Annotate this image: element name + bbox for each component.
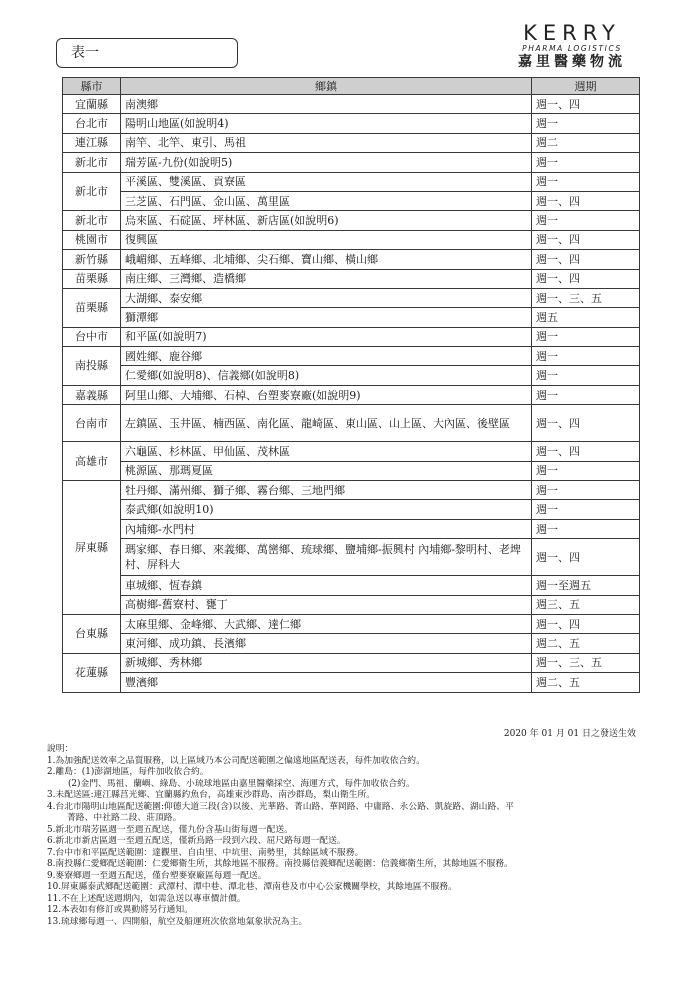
- schedule-cell: 週一至週五: [532, 576, 640, 595]
- note-item: 3.未配送區:連江縣莒光鄉、宜蘭縣釣魚台，高雄東沙群島、南沙群島，梨山衛生所。: [47, 790, 376, 800]
- schedule-cell: 週一: [532, 366, 640, 385]
- schedule-cell: 週五: [532, 308, 640, 327]
- county-cell: 宜蘭縣: [63, 95, 121, 114]
- note-item: 12.本表如有修訂或異動將另行通知。: [47, 905, 193, 915]
- table-row: [63, 481, 640, 500]
- town-cell: 和平區(如說明7): [121, 327, 532, 346]
- town-cell: 復興區: [121, 230, 532, 249]
- note-item: (2)金門、馬祖、蘭嶼、綠島、小琉球地區由嘉里醫藥採空、海運方式，每件加收依合約。: [68, 778, 415, 789]
- county-cell: 新北市: [63, 211, 121, 230]
- schedule-cell: 週一: [532, 500, 640, 519]
- table-row: [63, 500, 640, 519]
- schedule-cell: 週一、四: [532, 230, 640, 249]
- schedule-cell: 週一: [532, 211, 640, 230]
- town-cell: 桃源區、那瑪夏區: [121, 461, 532, 480]
- table-row: [63, 172, 640, 191]
- schedule-cell: 週一: [532, 347, 640, 366]
- schedule-cell: 週一: [532, 153, 640, 172]
- schedule-cell: 週一、四: [532, 250, 640, 269]
- table-row: [63, 519, 640, 538]
- town-cell: 瑪家鄉、春日鄉、來義鄉、萬巒鄉、琉球鄉、鹽埔鄉-振興村 內埔鄉-黎明村、老埤村、屏科大: [121, 539, 532, 576]
- county-cell: 苗栗縣: [63, 269, 121, 288]
- note-item: 8.南投縣仁愛鄉配送範圍：仁愛鄉衛生所，其餘地區不服務。南投縣信義鄉配送範圍：信義鄉衛生所，其餘地區不服務。: [47, 859, 513, 869]
- logo-chinese-text: 嘉里醫藥物流: [518, 54, 626, 70]
- note-item: 9.麥寮鄉週一至週五配送，僅台塑麥寮廠區每週一配送。: [47, 870, 267, 881]
- note-item: 4.台北市陽明山地區配送範圍:仰德大道三段(含)以後、光華路、菁山路、華岡路、中庸路、永公路、凱旋路、湖山路、平: [47, 801, 514, 812]
- logo-main-text: KERRY: [523, 21, 621, 45]
- town-cell: 六龜區、杉林區、甲仙區、茂林區: [121, 442, 532, 461]
- note-item: 13.琉球鄉每週一、四開船，航空及船運班次依當地氣象狀況為主。: [47, 916, 308, 927]
- table-row: [63, 576, 640, 595]
- schedule-cell: 週一、四: [532, 539, 640, 576]
- county-cell: 台東縣: [63, 614, 121, 653]
- town-cell: 南澳鄉: [121, 95, 532, 114]
- town-cell: 烏來區、石碇區、坪林區、新店區(如說明6): [121, 211, 532, 230]
- table-title: 表一: [71, 45, 99, 61]
- county-cell: 連江縣: [63, 133, 121, 152]
- county-cell: 新北市: [63, 172, 121, 211]
- county-cell: 桃園市: [63, 230, 121, 249]
- table-row: [63, 385, 640, 404]
- schedule-cell: 週一: [532, 519, 640, 538]
- town-cell: 三芝區、石門區、金山區、萬里區: [121, 191, 532, 210]
- county-cell: 苗栗縣: [63, 288, 121, 327]
- table-row: [63, 405, 640, 442]
- county-cell: 高雄市: [63, 442, 121, 481]
- town-cell: 新城鄉、秀林鄉: [121, 653, 532, 672]
- header-county: 縣市: [63, 78, 121, 95]
- note-item: 菁路、中社路二段、莊頂路。: [67, 813, 182, 823]
- county-cell: 台南市: [63, 405, 121, 442]
- county-cell: 南投縣: [63, 347, 121, 386]
- schedule-cell: 週一、三、五: [532, 653, 640, 672]
- table-title-box: [56, 38, 238, 68]
- delivery-schedule-table: [62, 77, 640, 693]
- town-cell: 左鎮區、玉井區、楠西區、南化區、龍崎區、東山區、山上區、大內區、後壁區: [121, 405, 532, 442]
- town-cell: 牡丹鄉、滿州鄉、獅子鄉、霧台鄉、三地門鄉: [121, 481, 532, 500]
- town-cell: 豐濱鄉: [121, 673, 532, 692]
- table-row: [63, 653, 640, 672]
- county-cell: 花蓮縣: [63, 653, 121, 692]
- schedule-cell: 週二、五: [532, 634, 640, 653]
- table-row: [63, 461, 640, 480]
- note-item: 1.為加強配送效率之品質服務，以上區域乃本公司配送範圍之偏遠地區配送表，每件加收依合約。: [47, 755, 425, 766]
- town-cell: 國姓鄉、鹿谷鄉: [121, 347, 532, 366]
- schedule-cell: 週一、四: [532, 269, 640, 288]
- town-cell: 仁愛鄉(如說明8)、信義鄉(如說明8): [121, 366, 532, 385]
- schedule-cell: 週一: [532, 385, 640, 404]
- kerry-logo: [505, 22, 639, 71]
- notes-list: [47, 756, 667, 929]
- town-cell: 阿里山鄉、大埔鄉、石棹、台塑麥寮廠(如說明9): [121, 385, 532, 404]
- table-row: [63, 347, 640, 366]
- table-row: [63, 133, 640, 152]
- table-row: [63, 595, 640, 614]
- county-cell: 台北市: [63, 114, 121, 133]
- table-row: [63, 366, 640, 385]
- county-cell: 新竹縣: [63, 250, 121, 269]
- header-town: 鄉鎮: [121, 78, 532, 95]
- town-cell: 瑞芳區-九份(如說明5): [121, 153, 532, 172]
- table-row: [63, 539, 640, 576]
- schedule-cell: 週一、四: [532, 614, 640, 633]
- town-cell: 太麻里鄉、金峰鄉、大武鄉、達仁鄉: [121, 614, 532, 633]
- town-cell: 內埔鄉-水門村: [121, 519, 532, 538]
- schedule-cell: 週一、四: [532, 95, 640, 114]
- table-row: [63, 288, 640, 307]
- town-cell: 南竿、北竿、東引、馬祖: [121, 133, 532, 152]
- schedule-cell: 週一: [532, 327, 640, 346]
- town-cell: 獅潭鄉: [121, 308, 532, 327]
- town-cell: 峨嵋鄉、五峰鄉、北埔鄉、尖石鄉、寶山鄉、橫山鄉: [121, 250, 532, 269]
- county-cell: 新北市: [63, 153, 121, 172]
- table-row: [63, 308, 640, 327]
- note-item: 11.不在上述配送週期內，如需急送以專車價計價。: [47, 893, 246, 904]
- schedule-cell: 週一: [532, 461, 640, 480]
- schedule-cell: 週二: [532, 133, 640, 152]
- town-cell: 平溪區、雙溪區、貢寮區: [121, 172, 532, 191]
- table-row: [63, 634, 640, 653]
- town-cell: 東河鄉、成功鎮、長濱鄉: [121, 634, 532, 653]
- effective-date: 2020 年 01 月 01 日之發送生效: [503, 729, 636, 739]
- table-row: [63, 269, 640, 288]
- table-row: [63, 191, 640, 210]
- table-header-row: [63, 78, 640, 95]
- table-row: [63, 95, 640, 114]
- notes-section: [47, 744, 667, 928]
- schedule-cell: 週一: [532, 114, 640, 133]
- table-row: [63, 211, 640, 230]
- town-cell: 南庄鄉、三灣鄉、造橋鄉: [121, 269, 532, 288]
- schedule-cell: 週一、四: [532, 442, 640, 461]
- note-item: 7.台中市和平區配送範圍：達觀里、自由里、中坑里、南勢里，其餘區域不服務。: [47, 847, 364, 858]
- table-row: [63, 230, 640, 249]
- table-row: [63, 114, 640, 133]
- schedule-cell: 週一、三、五: [532, 288, 640, 307]
- note-item: 2.離島：(1)澎湖地區，每件加收依合約。: [47, 767, 209, 777]
- note-item: 5.新北市瑞芳區週一至週五配送，僅九份含基山街每週一配送。: [47, 824, 293, 835]
- schedule-cell: 週二、五: [532, 673, 640, 692]
- table-row: [63, 153, 640, 172]
- table-row: [63, 250, 640, 269]
- table-row: [63, 614, 640, 633]
- header-schedule: 週期: [532, 78, 640, 95]
- schedule-cell: 週一、四: [532, 405, 640, 442]
- county-cell: 嘉義縣: [63, 385, 121, 404]
- town-cell: 大湖鄉、泰安鄉: [121, 288, 532, 307]
- town-cell: 車城鄉、恆春鎮: [121, 576, 532, 595]
- schedule-cell: 週三、五: [532, 595, 640, 614]
- table-row: [63, 442, 640, 461]
- town-cell: 陽明山地區(如說明4): [121, 114, 532, 133]
- schedule-cell: 週一: [532, 172, 640, 191]
- note-item: 6.新北市新店區週一至週五配送，僅新烏路一段到六段、屈尺路每週一配送。: [47, 836, 346, 846]
- notes-title: 說明：: [47, 744, 74, 754]
- table-row: [63, 327, 640, 346]
- schedule-cell: 週一、四: [532, 191, 640, 210]
- note-item: 10.屏東縣泰武鄉配送範圍：武潭村、潭中巷、潭北巷、潭南巷及市中心公家機關學校，其餘地區不服務。: [47, 882, 457, 892]
- logo-sub-text: PHARMA LOGISTICS: [522, 44, 622, 53]
- town-cell: 泰武鄉(如說明10): [121, 500, 532, 519]
- table-body: [63, 95, 640, 693]
- table-row: [63, 673, 640, 692]
- town-cell: 高樹鄉-舊寮村、甕丁: [121, 595, 532, 614]
- county-cell: 屏東縣: [63, 481, 121, 615]
- schedule-cell: 週一: [532, 481, 640, 500]
- county-cell: 台中市: [63, 327, 121, 346]
